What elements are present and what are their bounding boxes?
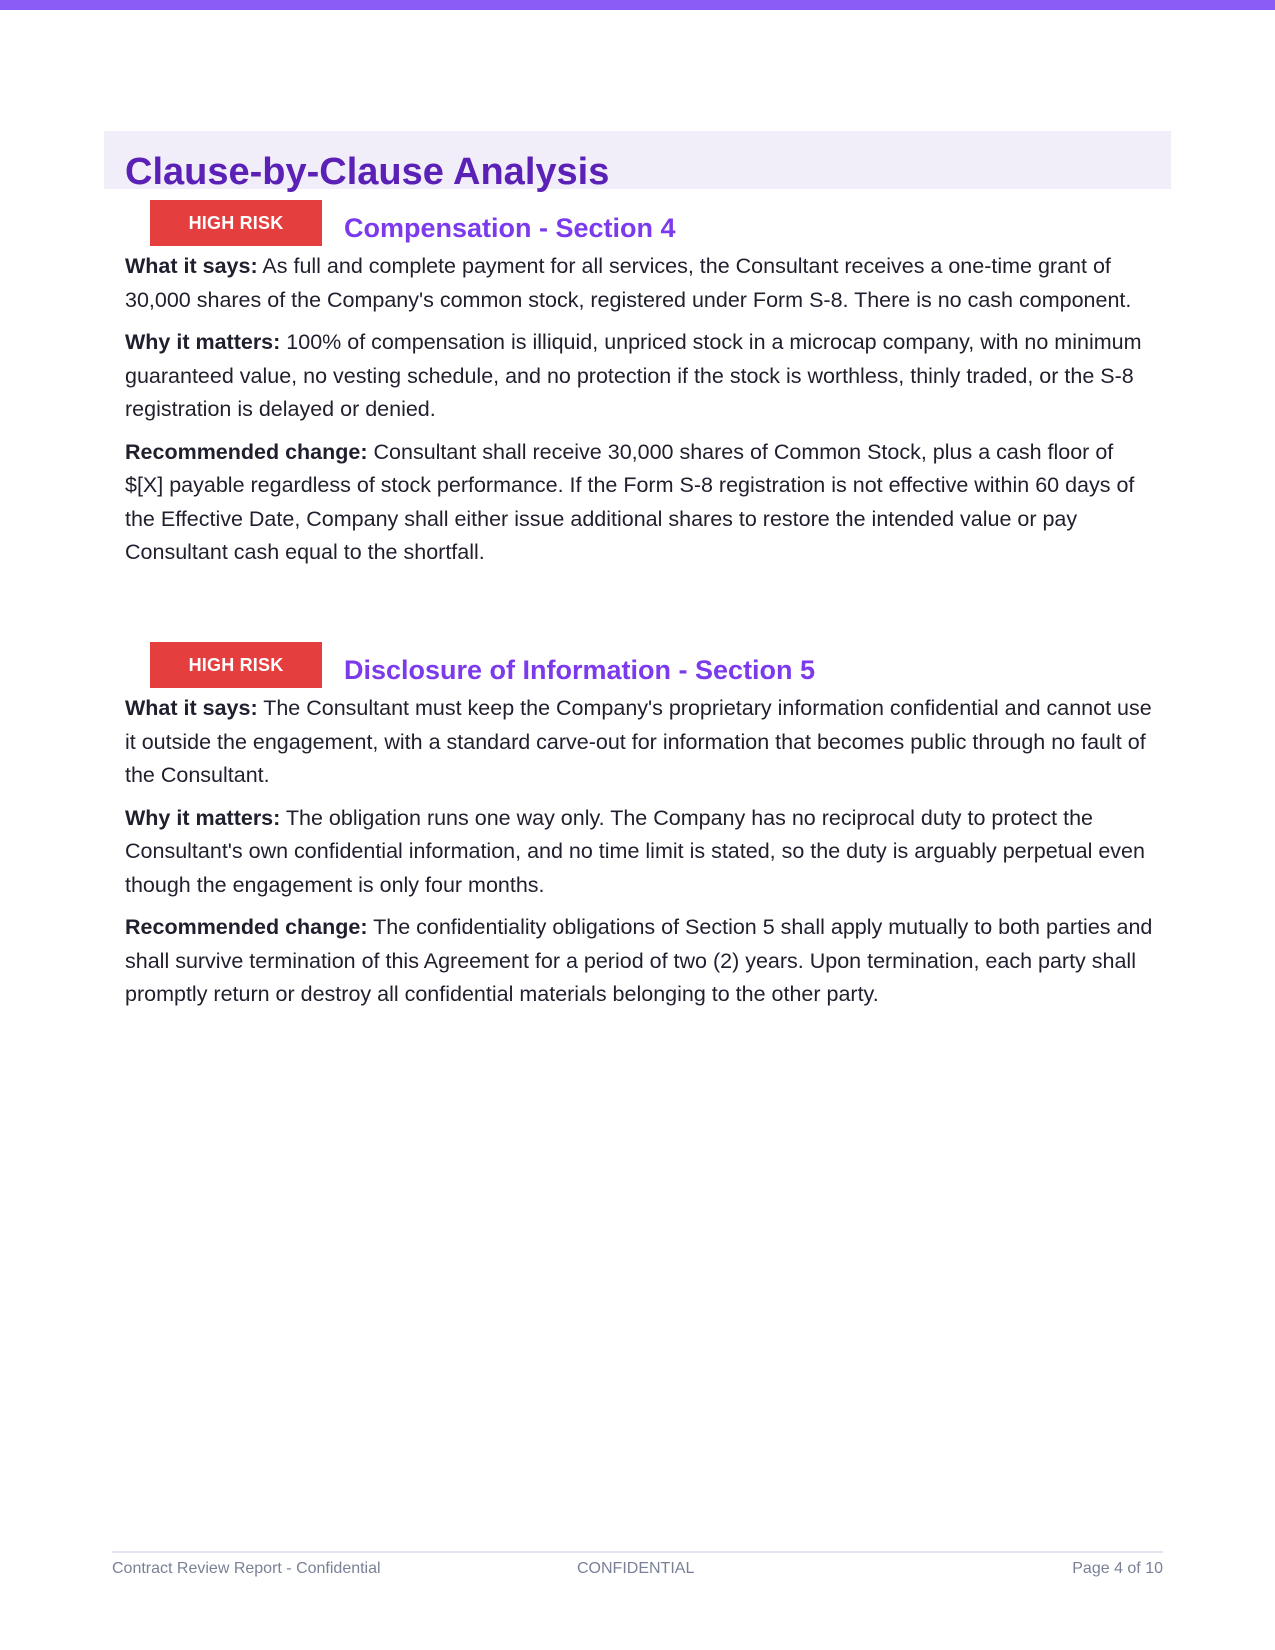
what-it-says-label: What it says: [125, 254, 258, 278]
recommended-change-paragraph [125, 436, 1155, 570]
recommended-change-label: Recommended change: [125, 915, 368, 939]
what-it-says-text: As full and complete payment for all services, the Consultant receives a one-time grant of 30,000 shares of the Company's common stock, registered under Form S-8. There is no cash component. [125, 254, 1132, 312]
clause-title: Compensation - Section 4 [344, 213, 676, 243]
footer-page-number: Page 4 of 10 [1072, 1560, 1163, 1577]
clause-title: Disclosure of Information - Section 5 [344, 655, 816, 685]
recommended-change-paragraph [125, 911, 1155, 1012]
recommended-change-text: The confidentiality obligations of Section 5 shall apply mutually to both parties and shall survive termination of this Agreement for a period of two (2) years. Upon termination, each party shall promptly return or destroy all confidential materials belonging to the other party. [125, 915, 1153, 1006]
footer-confidential-label: CONFIDENTIAL [577, 1560, 695, 1577]
recommended-change-label: Recommended change: [125, 439, 368, 464]
what-it-says-paragraph [125, 692, 1155, 793]
section-header-band [104, 131, 1171, 193]
why-it-matters-text: 100% of compensation is illiquid, unpriced stock in a microcap company, with no minimum guaranteed value, no vesting schedule, and no protection if the stock is worthless, thinly traded, or the S-8 registration is delayed or denied. [125, 330, 1142, 421]
clause-header [125, 200, 1155, 250]
clause-card-disclosure [125, 642, 1155, 1021]
risk-badge: HIGH RISK [150, 642, 322, 688]
why-it-matters-label: Why it matters: [125, 805, 281, 830]
what-it-says-text: The Consultant must keep the Company's proprietary information confidential and cannot use it outside the engagement, with a standard carve-out for information that becomes public through no fault of the Consultant. [125, 696, 1152, 787]
footer-report-title: Contract Review Report - Confidential [112, 1560, 381, 1577]
why-it-matters-label: Why it matters: [125, 330, 281, 354]
why-it-matters-paragraph [125, 326, 1155, 427]
recommended-change-text: Consultant shall receive 30,000 shares of Common Stock, plus a cash floor of $[X] payable regardless of stock performance. If the Form S-8 registration is not effective within 60 days of the Effective Date, Company shall either issue additional shares to restore the intended value or pay Consultant cash equal to the shortfall. [125, 439, 1135, 564]
risk-badge: HIGH RISK [150, 200, 322, 246]
clause-header [125, 642, 1155, 692]
why-it-matters-text: The obligation runs one way only. The Company has no reciprocal duty to protect the Consultant's own confidential information, and no time limit is stated, so the duty is arguably perpetual even though the engagement is only four months. [125, 805, 1145, 897]
clause-card-compensation [125, 200, 1155, 579]
why-it-matters-paragraph [125, 802, 1155, 903]
what-it-says-paragraph [125, 250, 1155, 317]
footer-divider [112, 1551, 1163, 1553]
page-title: Clause-by-Clause Analysis [125, 151, 610, 193]
what-it-says-label: What it says: [125, 696, 258, 720]
top-accent-bar [0, 0, 1275, 10]
